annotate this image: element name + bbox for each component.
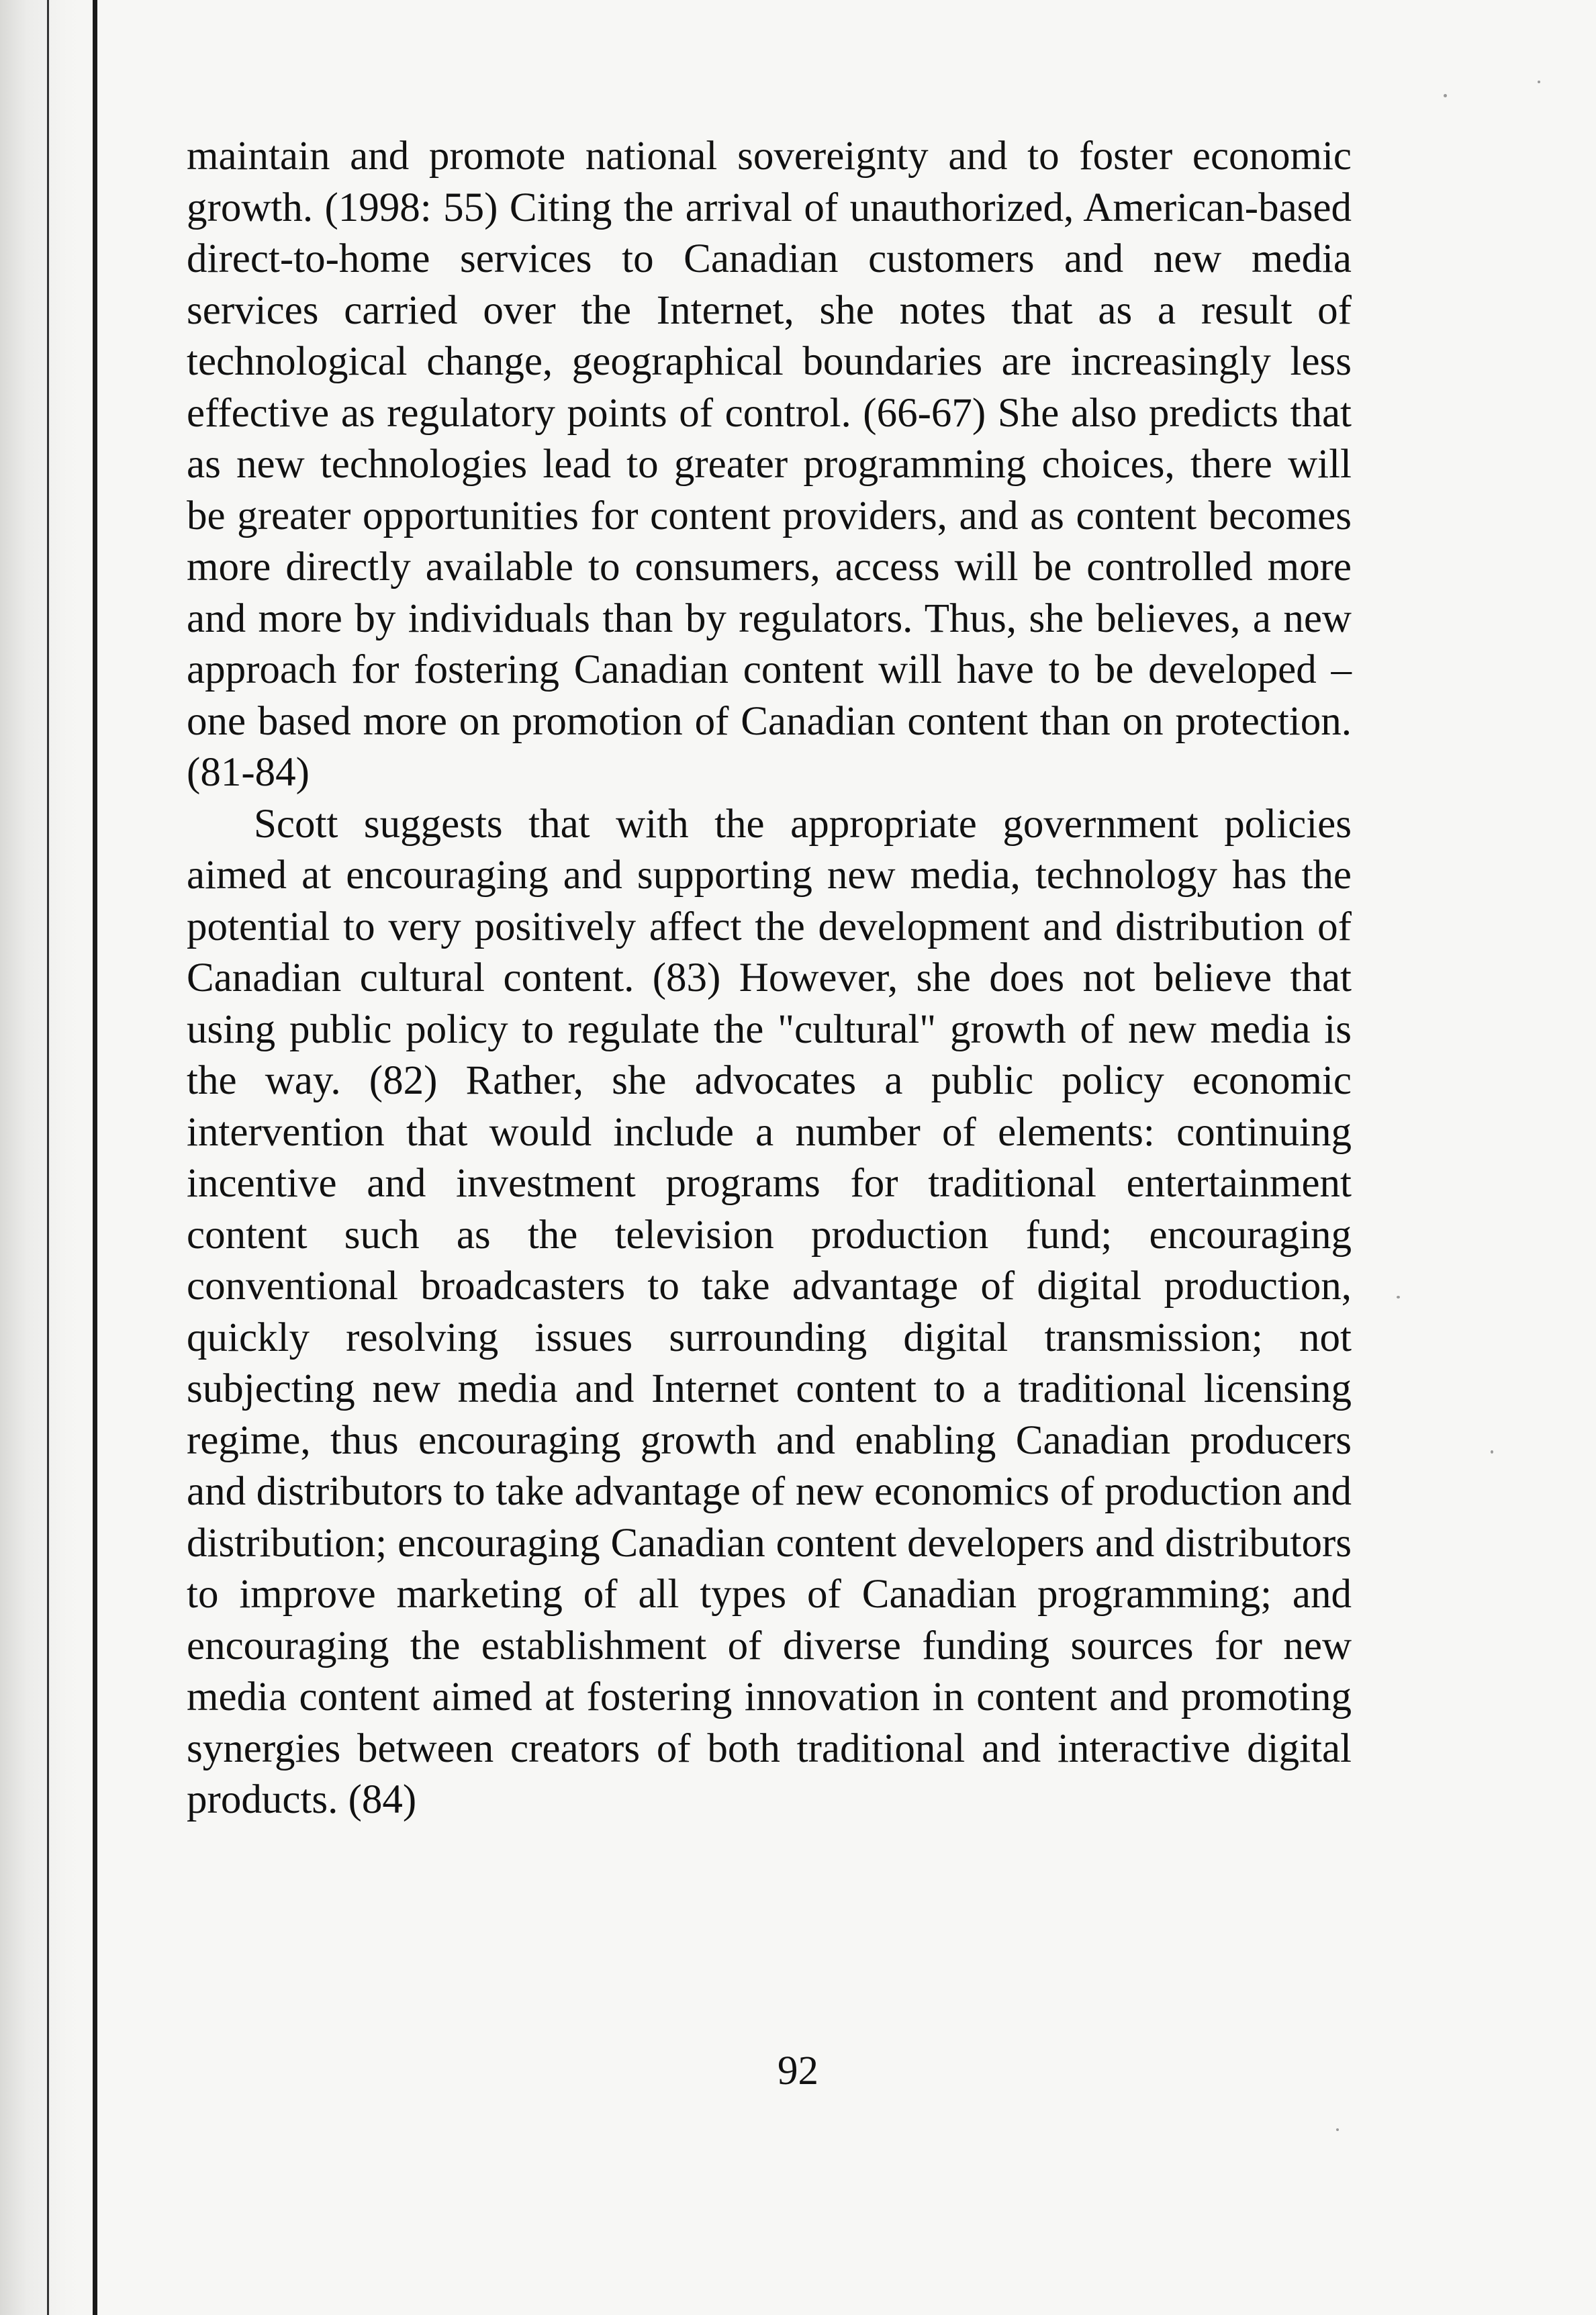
scan-speck	[1491, 1450, 1493, 1454]
paragraph-2: Scott suggests that with the appropriate government policies aimed at encouraging and supporting new media, technology has the potential to very positively affect the development and distribution of Canadian cultural content. (83) However, she does not believe that using public policy to regulate the "cultural" growth of new media is the way. (82) Rather, she advocates a public policy economic intervention that would include a number of elements: continuing incentive and investment programs for traditional entertainment content such as the television production fund; encouraging conventional broadcasters to take advantage of digital production, quickly resolving issues surrounding digital transmission; not subjecting new media and Internet content to a traditional licensing regime, thus encouraging growth and enabling Canadian producers and distributors to take advantage of new economics of production and distribution; encouraging Canadian content developers and distributors to improve marketing of all types of Canadian programming; and encouraging the establishment of diverse funding sources for new media content aimed at fostering innovation in content and promoting synergies between creators of both traditional and interactive digital products. (84)	[187, 801, 1352, 1822]
binding-line	[93, 0, 97, 2315]
paragraph-1: maintain and promote national sovereignty and to foster economic growth. (1998: 55) Citing the arrival of unauthorized, American-based direct-to-home services to Canadian customers and new media services carried over the Internet, she notes that as a result of technological change, geographical boundaries are increasingly less effective as regulatory points of control. (66-67) She also predicts that as new technologies lead to greater programming choices, there will be greater opportunities for content providers, and as content becomes more directly available to consumers, access will be controlled more and more by individuals than by regulators. Thus, she believes, a new approach for fostering Canadian content will have to be developed – one based more on promotion of Canadian content than on protection. (81-84)	[187, 134, 1352, 795]
document-body	[187, 131, 1352, 1826]
scan-speck	[1397, 1296, 1400, 1298]
scan-speck	[1538, 81, 1540, 83]
binding-shadow-line	[47, 0, 49, 2315]
binding-edge	[0, 0, 101, 2315]
scan-speck	[1336, 2128, 1339, 2131]
scan-speck	[1444, 94, 1447, 97]
page-number: 92	[778, 2048, 818, 2093]
